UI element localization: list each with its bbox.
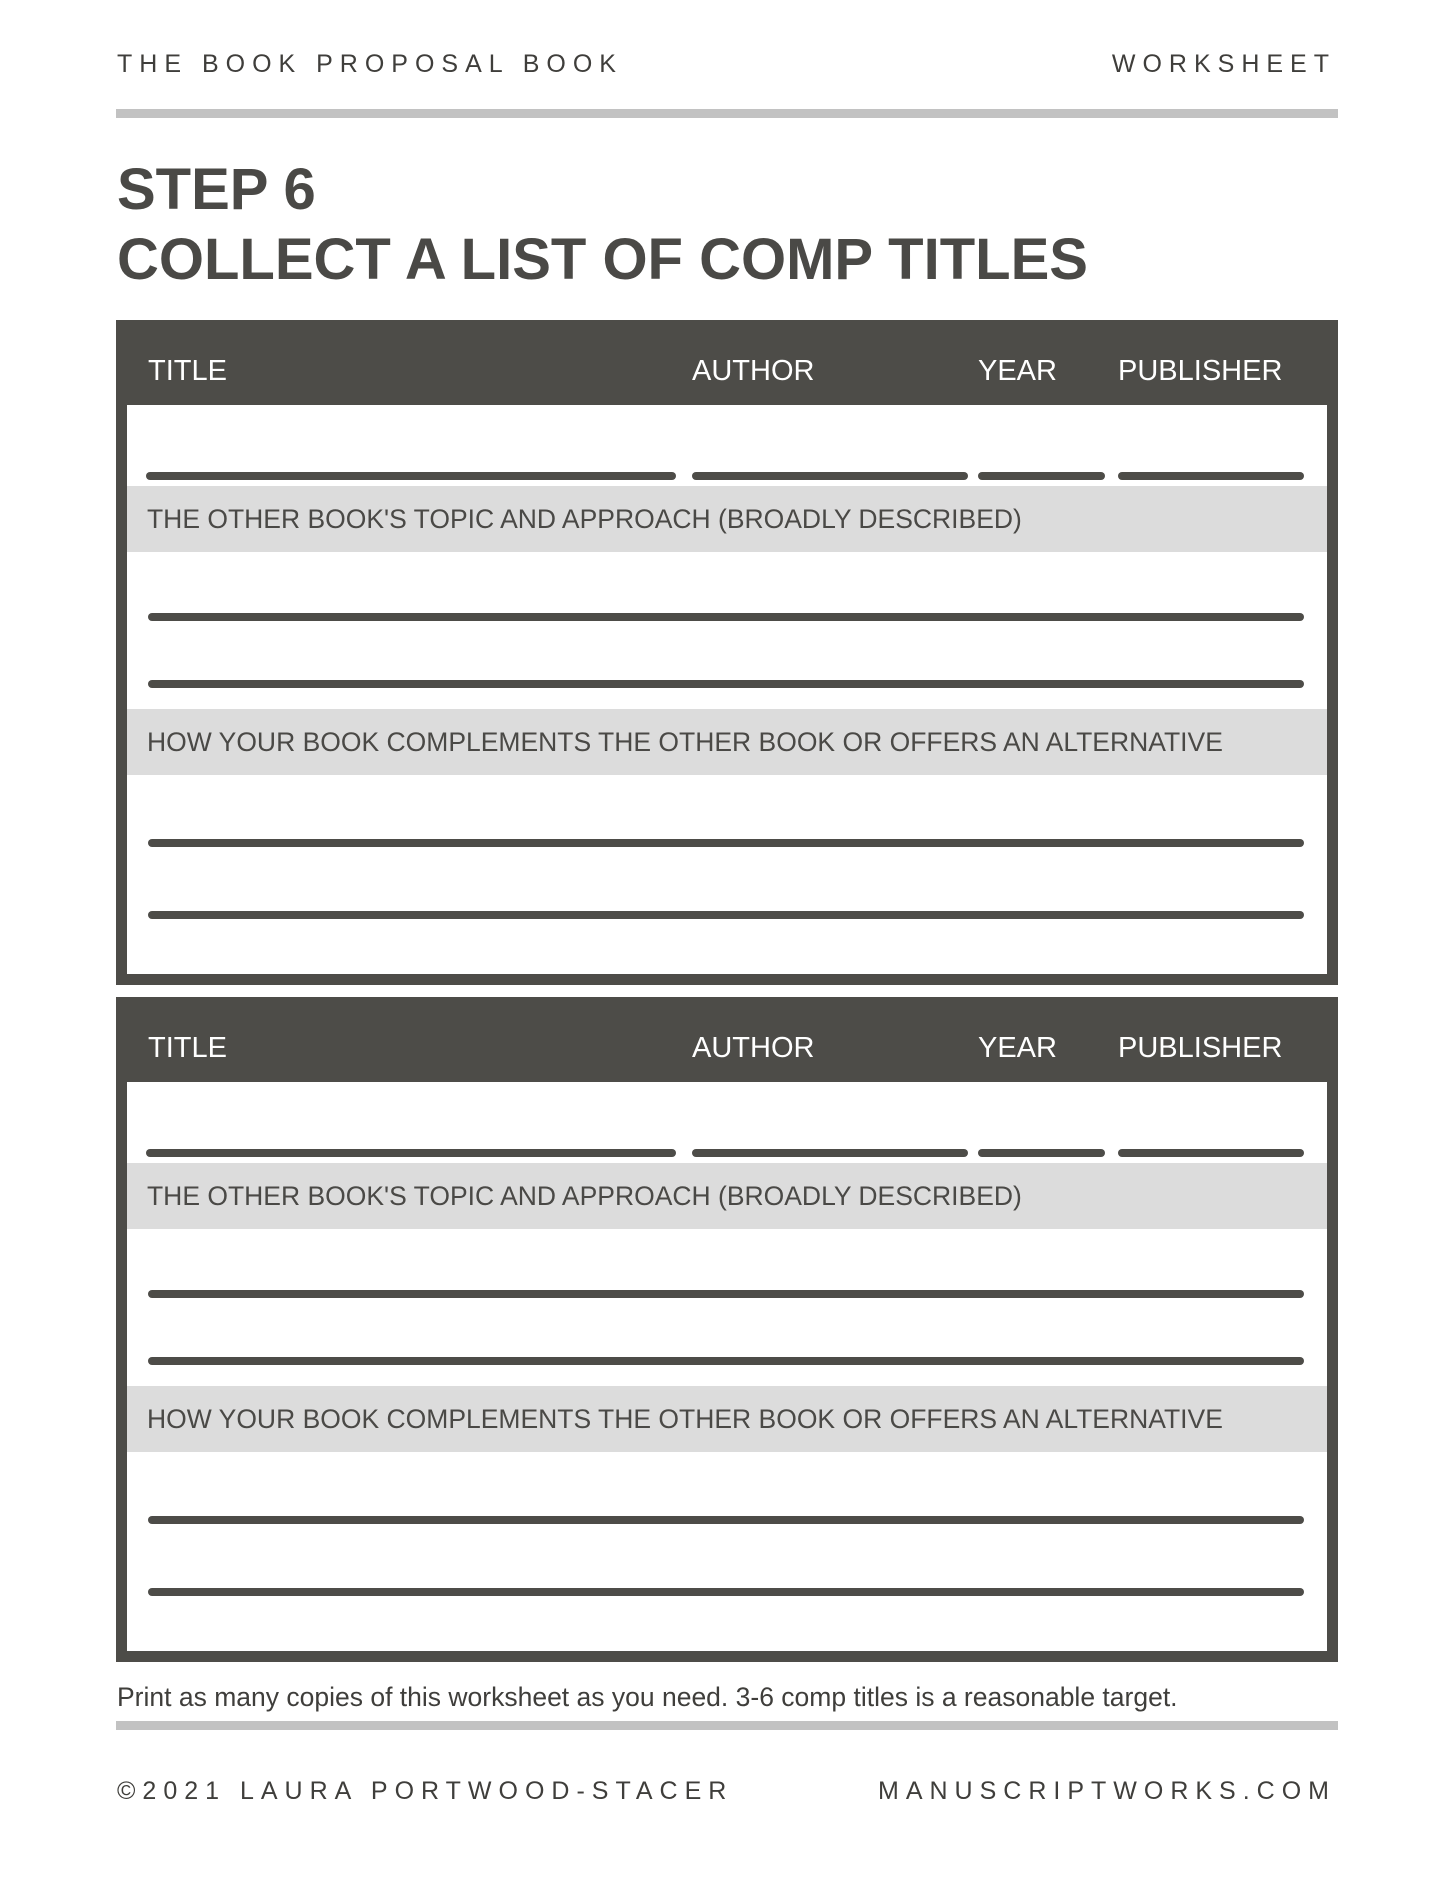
usage-note: Print as many copies of this worksheet as you need. 3-6 comp titles is a reasonable target.	[117, 1682, 1178, 1712]
title-write-line[interactable]	[146, 1149, 676, 1157]
card-header	[127, 1008, 1327, 1082]
topic-band	[127, 486, 1327, 552]
header-rule	[116, 109, 1338, 118]
column-author: AUTHOR	[692, 355, 815, 387]
topic-label: THE OTHER BOOK'S TOPIC AND APPROACH (BROADLY DESCRIBED)	[147, 504, 1022, 534]
footer-website: MANUSCRIPTWORKS.COM	[878, 1777, 1336, 1805]
author-write-line[interactable]	[692, 1149, 968, 1157]
topic-write-line[interactable]	[148, 613, 1304, 621]
complement-write-line[interactable]	[148, 1588, 1304, 1596]
page-title-step: STEP 6	[117, 157, 316, 222]
column-publisher: PUBLISHER	[1118, 1032, 1283, 1064]
topic-write-line[interactable]	[148, 1357, 1304, 1365]
column-publisher: PUBLISHER	[1118, 355, 1283, 387]
publisher-write-line[interactable]	[1118, 1149, 1304, 1157]
footer-copyright: ©2021 LAURA PORTWOOD-STACER	[117, 1777, 734, 1805]
complement-label: HOW YOUR BOOK COMPLEMENTS THE OTHER BOOK OR OFFERS AN ALTERNATIVE	[147, 727, 1223, 757]
card-header	[127, 331, 1327, 405]
author-write-line[interactable]	[692, 472, 968, 480]
publisher-write-line[interactable]	[1118, 472, 1304, 480]
topic-band	[127, 1163, 1327, 1229]
comp-title-card-2	[116, 997, 1338, 1662]
complement-write-line[interactable]	[148, 1516, 1304, 1524]
complement-label: HOW YOUR BOOK COMPLEMENTS THE OTHER BOOK OR OFFERS AN ALTERNATIVE	[147, 1404, 1223, 1434]
topic-write-line[interactable]	[148, 680, 1304, 688]
year-write-line[interactable]	[978, 1149, 1105, 1157]
comp-title-card-1	[116, 320, 1338, 985]
complement-band	[127, 709, 1327, 775]
column-year: YEAR	[978, 355, 1057, 387]
column-year: YEAR	[978, 1032, 1057, 1064]
complement-write-line[interactable]	[148, 911, 1304, 919]
complement-write-line[interactable]	[148, 839, 1304, 847]
complement-band	[127, 1386, 1327, 1452]
page-title	[117, 155, 1088, 295]
topic-write-line[interactable]	[148, 1290, 1304, 1298]
column-title: TITLE	[148, 1032, 227, 1064]
title-write-line[interactable]	[146, 472, 676, 480]
year-write-line[interactable]	[978, 472, 1105, 480]
header-book-title: THE BOOK PROPOSAL BOOK	[117, 50, 623, 78]
footer-rule	[116, 1721, 1338, 1730]
topic-label: THE OTHER BOOK'S TOPIC AND APPROACH (BROADLY DESCRIBED)	[147, 1181, 1022, 1211]
column-author: AUTHOR	[692, 1032, 815, 1064]
page-title-main: COLLECT A LIST OF COMP TITLES	[117, 227, 1088, 292]
header-worksheet-label: WORKSHEET	[1111, 50, 1336, 78]
column-title: TITLE	[148, 355, 227, 387]
